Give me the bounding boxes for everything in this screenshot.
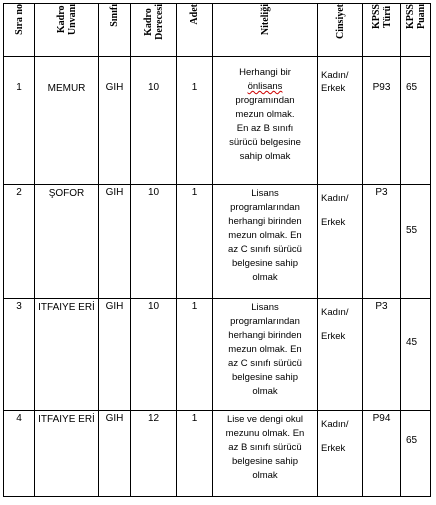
nitelik-line: belgesine sahip [231, 456, 299, 467]
cell-nitelik [213, 185, 318, 299]
table-row [4, 185, 431, 299]
cell-adet: 1 [177, 185, 213, 299]
cell-sira: 1 [4, 57, 35, 185]
cell-sinif: GIH [99, 185, 131, 299]
table-row [4, 299, 431, 411]
cell-cinsiyet: Kadın/ Erkek [318, 185, 363, 299]
header-row [4, 4, 431, 57]
nitelik-line: Lise ve dengi okul [226, 414, 304, 425]
cell-unvan: ŞOFOR [35, 185, 99, 299]
nitelik-line: Herhangi bir [239, 67, 291, 78]
cell-cinsiyet: Kadın/ Erkek [318, 299, 363, 411]
header-sinifi: Sınıfı [99, 4, 131, 57]
nitelik-line: belgesine sahip [231, 372, 299, 383]
nitelik-line: programlarından [230, 316, 300, 327]
cell-sira: 4 [4, 411, 35, 497]
cell-kpss-puani: 65 [401, 57, 431, 185]
cell-derece: 12 [131, 411, 177, 497]
cell-sinif: GIH [99, 57, 131, 185]
cell-sira: 2 [4, 185, 35, 299]
nitelik-line: Lisans [251, 188, 279, 199]
header-niteligi: Niteliği [213, 4, 318, 57]
nitelik-line: mezun olmak. [235, 109, 295, 120]
header-kadro-derecesi: Kadro Derecesi [131, 4, 177, 57]
nitelik-line: az B sınıfı sürücü [228, 442, 302, 453]
nitelik-line: programından [235, 95, 295, 106]
header-kpss-puani: KPSS Puanı [401, 4, 431, 57]
nitelik-line: herhangi birinden [228, 330, 302, 341]
cell-unvan: MEMUR [35, 57, 99, 185]
cell-sinif: GIH [99, 411, 131, 497]
cell-unvan: ITFAIYE ERİ [35, 299, 99, 411]
cell-adet: 1 [177, 299, 213, 411]
cell-kpss-puani: 65 [401, 411, 431, 497]
cell-cinsiyet: Kadın/ Erkek [318, 57, 363, 185]
header-kpss-turu: KPSS Türü [363, 4, 401, 57]
cell-unvan: ITFAIYE ERİ [35, 411, 99, 497]
cell-kpss-puani: 55 [401, 185, 431, 299]
nitelik-line: az C sınıfı sürücü [228, 244, 302, 255]
nitelik-line: sürücü belgesine [229, 137, 301, 148]
cell-kpss-turu: P3 [363, 185, 401, 299]
cell-sinif: GIH [99, 299, 131, 411]
cell-sira: 3 [4, 299, 35, 411]
cell-kpss-turu: P3 [363, 299, 401, 411]
nitelik-line: mezun olmak. En [228, 230, 302, 241]
cell-derece: 10 [131, 185, 177, 299]
nitelik-line: mezunu olmak. En [225, 428, 305, 439]
cell-derece: 10 [131, 57, 177, 185]
nitelik-line: mezun olmak. En [228, 344, 302, 355]
table-row [4, 57, 431, 185]
nitelik-line: sahip olmak [239, 151, 291, 162]
header-adet: Adet [177, 4, 213, 57]
nitelik-line: az C sınıfı sürücü [228, 358, 302, 369]
nitelik-line: belgesine sahip [231, 258, 299, 269]
nitelik-line: olmak [252, 272, 278, 283]
nitelik-line: Lisans [251, 302, 279, 313]
header-kadro-unvani: Kadro Unvanı [35, 4, 99, 57]
table-row [4, 411, 431, 497]
nitelik-line: herhangi birinden [228, 216, 302, 227]
cell-adet: 1 [177, 57, 213, 185]
cell-nitelik [213, 57, 318, 185]
cell-kpss-puani: 45 [401, 299, 431, 411]
kadro-table [3, 3, 431, 497]
nitelik-line: programlarından [230, 202, 300, 213]
nitelik-line: önlisans [247, 81, 283, 92]
cell-derece: 10 [131, 299, 177, 411]
cell-nitelik [213, 411, 318, 497]
nitelik-line: olmak [252, 470, 278, 481]
nitelik-line: olmak [252, 386, 278, 397]
cell-nitelik [213, 299, 318, 411]
nitelik-line: En az B sınıfı [236, 123, 294, 134]
header-cinsiyet: Cinsiyet [318, 4, 363, 57]
cell-cinsiyet: Kadın/ Erkek [318, 411, 363, 497]
cell-kpss-turu: P94 [363, 411, 401, 497]
cell-adet: 1 [177, 411, 213, 497]
cell-kpss-turu: P93 [363, 57, 401, 185]
header-sira-no: Sıra no [4, 4, 35, 57]
